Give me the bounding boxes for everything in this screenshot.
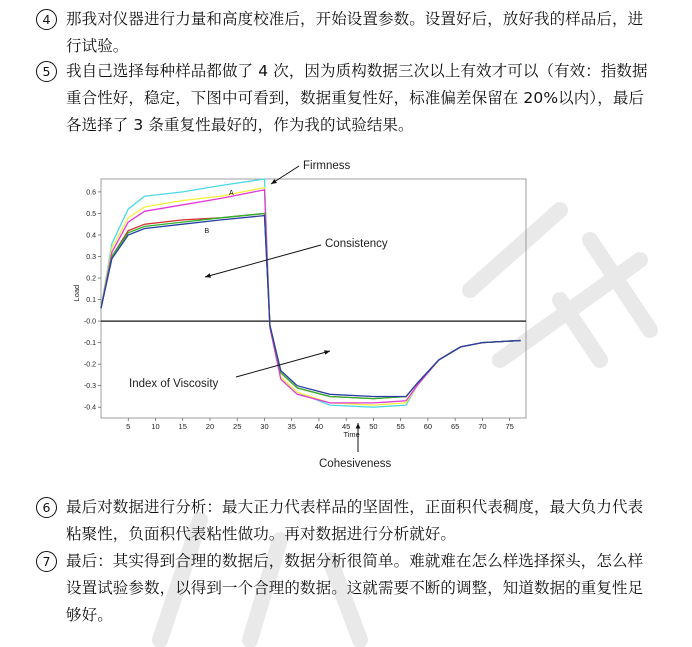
x-tick-label: 50 — [369, 422, 378, 431]
x-tick-label: 65 — [450, 422, 460, 431]
series-line-2 — [101, 188, 521, 406]
curve-label-a: A — [229, 190, 234, 198]
step-number-badge: 5 — [36, 61, 57, 82]
firmness-arrow-head — [271, 179, 277, 184]
series-line-4 — [101, 214, 521, 399]
y-axis-label: Load — [72, 284, 81, 302]
annotation-cohesiveness: Cohesiveness — [319, 458, 392, 470]
x-tick-label: 5 — [126, 422, 131, 431]
y-tick-label: -0.4 — [83, 404, 96, 412]
step-number-badge: 4 — [36, 9, 57, 30]
x-tick-label: 55 — [396, 422, 405, 431]
x-tick-label: 10 — [151, 422, 160, 431]
y-tick-label: 0.6 — [86, 189, 96, 197]
cohesiveness-arrow-head — [356, 423, 361, 429]
series-line-5 — [101, 214, 521, 399]
step-number-badge: 7 — [36, 551, 57, 572]
consistency-arrow — [205, 245, 321, 277]
x-tick-label: 30 — [260, 422, 269, 431]
texture-analysis-chart — [70, 150, 540, 480]
annotation-firmness: Firmness — [303, 160, 351, 172]
x-tick-label: 25 — [233, 422, 242, 431]
x-tick-label: 45 — [342, 422, 351, 431]
step-text: 我自己选择每种样品都做了 4 次，因为质构数据三次以上有效才可以（有效：指数据重合性好，稳定，下图中可看到，数据重复性好，标准偏差保留在 20%以内），最后各选择了 3 条重复性最好的，作为我的试验结果。 — [66, 62, 648, 134]
step-4-paragraph — [36, 6, 654, 60]
consistency-arrow-head — [205, 273, 211, 278]
step-text: 最后对数据进行分析：最大正力代表样品的坚固性，正面积代表稠度，最大负力代表粘聚性，负面积代表粘性做功。再对数据进行分析就好。 — [66, 498, 644, 543]
step-6-paragraph — [36, 494, 654, 548]
step-text: 最后：其实得到合理的数据后，数据分析很简单。难就难在怎么样选择探头，怎么样设置试验参数，以得到一个合理的数据。这就需要不断的调整，知道数据的重复性足够好。 — [66, 552, 644, 624]
step-text: 那我对仪器进行力量和高度校准后，开始设置参数。设置好后，放好我的样品后，进行试验。 — [66, 10, 644, 55]
x-tick-label: 70 — [478, 422, 487, 431]
y-tick-label: 0.4 — [86, 232, 96, 240]
x-tick-label: 40 — [314, 422, 324, 431]
curve-label-b: B — [204, 227, 210, 235]
step-5-paragraph — [36, 58, 654, 139]
series-line-6 — [101, 216, 521, 397]
x-tick-label: 75 — [505, 422, 514, 431]
series-line-1 — [101, 179, 521, 407]
annotation-consistency: Consistency — [325, 238, 388, 250]
y-tick-label: 0.1 — [86, 297, 96, 305]
y-tick-label: -0.2 — [83, 361, 96, 369]
x-tick-label: 35 — [287, 422, 296, 431]
x-axis-label: Time — [343, 430, 360, 439]
x-tick-label: 15 — [178, 422, 187, 431]
step-number-badge: 6 — [36, 497, 57, 518]
y-tick-label: -0.1 — [83, 340, 96, 348]
y-tick-label: 0.5 — [86, 210, 96, 218]
y-tick-label: -0.0 — [83, 318, 96, 326]
annotation-viscosity: Index of Viscosity — [129, 378, 219, 390]
y-tick-label: -0.3 — [83, 383, 96, 391]
step-7-paragraph — [36, 548, 654, 629]
y-tick-label: 0.3 — [86, 254, 96, 262]
x-tick-label: 20 — [205, 422, 215, 431]
y-tick-label: 0.2 — [86, 275, 96, 283]
viscosity-arrow-head — [324, 350, 330, 355]
x-tick-label: 60 — [423, 422, 433, 431]
